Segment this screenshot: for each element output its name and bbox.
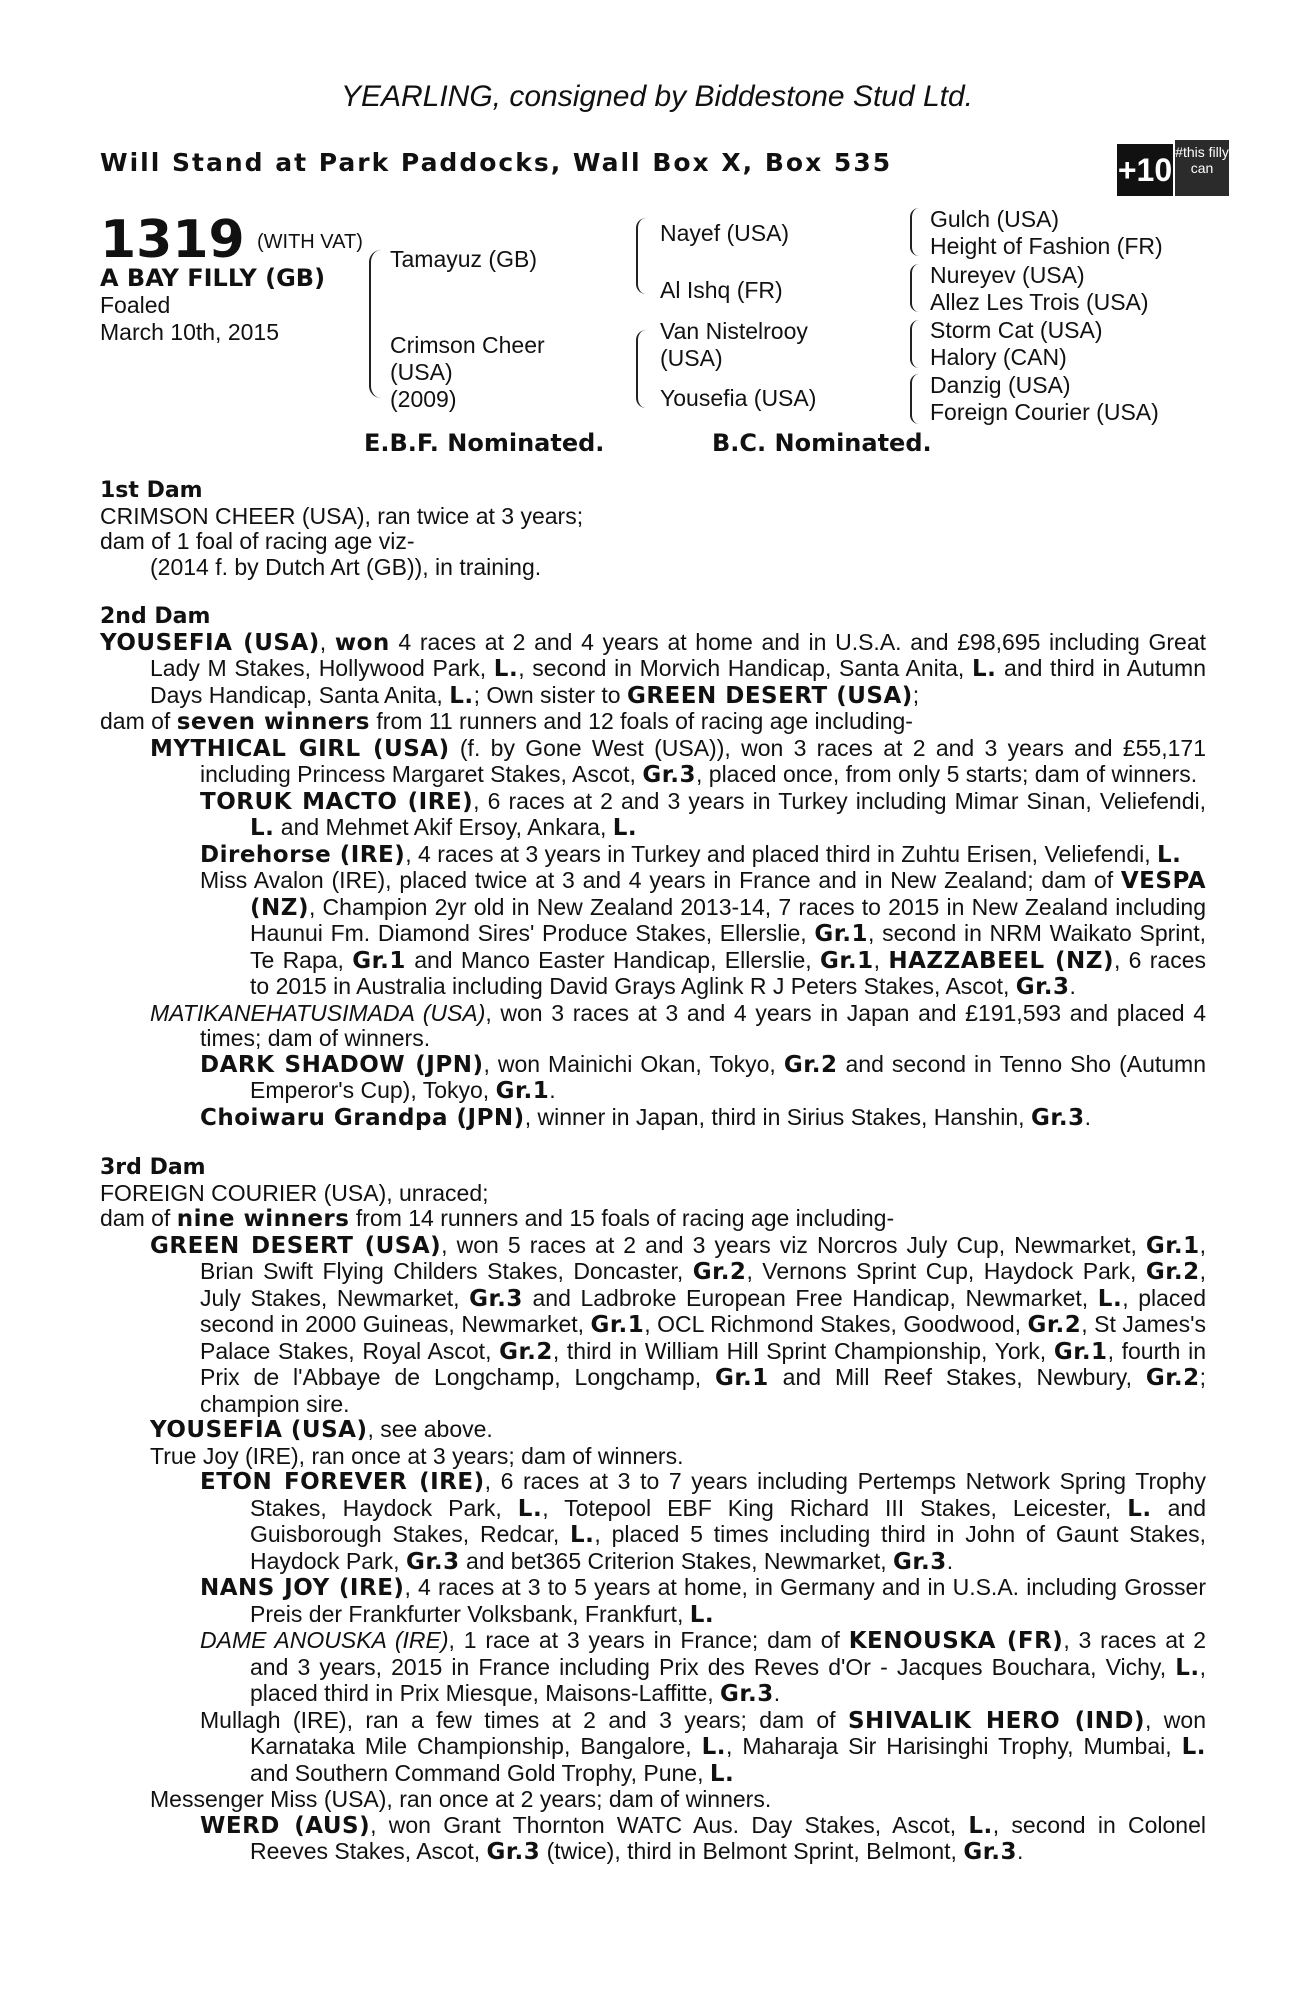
- ancestor: Storm Cat (USA): [930, 317, 1103, 343]
- vat-note: (WITH VAT): [257, 231, 363, 253]
- progeny-entry: NANS JOY (IRE), 4 races at 3 to 5 years at home, in Germany and in U.S.A. including Grosser Preis der Frankfurter Volksbank, Frankfurt, L.: [200, 1574, 1207, 1628]
- ancestor: Foreign Courier (USA): [930, 399, 1159, 425]
- dam-sire-country: (USA): [660, 345, 723, 371]
- lot-description: A BAY FILLY (GB): [100, 264, 326, 292]
- logo-text: #this filly can: [1175, 140, 1229, 196]
- ancestor: Halory (CAN): [930, 344, 1067, 370]
- first-dam-line: CRIMSON CHEER (USA), ran twice at 3 years;: [100, 502, 584, 529]
- ancestor: Nureyev (USA): [930, 262, 1085, 288]
- sire-dam: Al Ishq (FR): [660, 277, 783, 303]
- catalogue-body: [100, 478, 1206, 1866]
- grandsire-line-4: [930, 372, 1159, 426]
- second-dam-heading: 2nd Dam: [100, 604, 211, 629]
- grandsire-line-3: [930, 317, 1103, 371]
- foaled-info: [100, 292, 279, 346]
- dam-year: (2009): [390, 386, 457, 412]
- progeny-entry: True Joy (IRE), ran once at 3 years; dam of winners.: [150, 1442, 684, 1469]
- first-dam-line: (2014 f. by Dutch Art (GB)), in training.: [150, 553, 542, 580]
- dam-sire-name: Van Nistelrooy: [660, 318, 808, 344]
- dam-entry: YOUSEFIA (USA), won 4 races at 2 and 4 years at home and in U.S.A. and £98,695 including Great Lady M Stakes, Hollywood Park, L., second in Morvich Handicap, Santa Anita, L. and third in Autumn Days Handicap, Santa Anita, L.; Own sister to GREEN DESERT (USA);: [100, 628, 1207, 709]
- stand-location: Will Stand at Park Paddocks, Wall Box X, Box 535: [100, 148, 893, 177]
- progeny-entry: ETON FOREVER (IRE), 6 races at 3 to 7 years including Pertemps Network Spring Trophy Stakes, Haydock Park, L., Totepool EBF King Richard III Stakes, Leicester, L. and Guisborough Stakes, Redcar, L., placed 5 times including third in John of Gaunt Stakes, Haydock Park, Gr.3 and bet365 Criterion Stakes, Newmarket, Gr.3.: [200, 1468, 1207, 1575]
- progeny-entry: Miss Avalon (IRE), placed twice at 3 and 4 years in France and in New Zealand; dam of VESPA (NZ), Champion 2yr old in New Zealand 2013-14, 7 races to 2015 in New Zealand including Haunui Fm. Diamond Sires' Produce Stakes, Ellerslie, Gr.1, second in NRM Waikato Sprint, Te Rapa, Gr.1 and Manco Easter Handicap, Ellerslie, Gr.1, HAZZABEEL (NZ), 6 races to 2015 in Australia including David Grays Aglink R J Peters Stakes, Ascot, Gr.3.: [200, 867, 1206, 1000]
- grandsire-line-2: [930, 262, 1149, 316]
- ancestor: Gulch (USA): [930, 206, 1060, 232]
- progeny-entry: Direhorse (IRE), 4 races at 3 years in Turkey and placed third in Zuhtu Erisen, Veliefendi, L.: [200, 840, 1182, 868]
- dam-summary: dam of nine winners from 14 runners and 15 foals of racing age including-: [100, 1205, 895, 1232]
- ebf-nomination: E.B.F. Nominated.: [364, 429, 605, 457]
- dam-country: (USA): [390, 359, 453, 385]
- sire: Tamayuz (GB): [390, 246, 537, 272]
- progeny-entry: MATIKANEHATUSIMADA (USA), won 3 races at 3 and 4 years in Japan and £191,593 and placed 4 times; dam of winners.: [150, 999, 1206, 1051]
- page-title: YEARLING, consigned by Biddestone Stud Ltd.: [340, 80, 974, 113]
- pedigree-brace: [369, 250, 381, 398]
- dam-summary: dam of seven winners from 11 runners and 12 foals of racing age including-: [100, 708, 913, 735]
- progeny-entry: TORUK MACTO (IRE), 6 races at 2 and 3 years in Turkey including Mimar Sinan, Veliefendi, L. and Mehmet Akif Ersoy, Ankara, L.: [200, 787, 1206, 841]
- dam-entry: FOREIGN COURIER (USA), unraced;: [100, 1179, 489, 1206]
- first-dam-heading: 1st Dam: [100, 478, 203, 503]
- pedigree-brace: [910, 208, 919, 256]
- pedigree-brace: [910, 264, 919, 312]
- ancestor: Danzig (USA): [930, 372, 1071, 398]
- progeny-entry: Choiwaru Grandpa (JPN), winner in Japan, third in Sirius Stakes, Hanshin, Gr.3.: [200, 1103, 1092, 1131]
- dam-dam: Yousefia (USA): [660, 385, 817, 411]
- progeny-entry: DAME ANOUSKA (IRE), 1 race at 3 years in France; dam of KENOUSKA (FR), 3 races at 2 and 3 years, 2015 in France including Prix des Reves d'Or - Jacques Bouchara, Vichy, L., placed third in Prix Miesque, Maisons-Laffitte, Gr.3.: [200, 1627, 1207, 1707]
- progeny-entry: Mullagh (IRE), ran a few times at 2 and 3 years; dam of SHIVALIK HERO (IND), won Karnataka Mile Championship, Bangalore, L., Maharaja Sir Harisinghi Trophy, Mumbai, L. and Southern Command Gold Trophy, Pune, L.: [200, 1706, 1207, 1787]
- progeny-entry: YOUSEFIA (USA), see above.: [150, 1416, 493, 1443]
- dam: [390, 332, 545, 413]
- bc-nomination: B.C. Nominated.: [712, 429, 932, 457]
- sire-sire: Nayef (USA): [660, 220, 790, 246]
- first-dam-line: dam of 1 foal of racing age viz-: [100, 528, 415, 554]
- pedigree-brace: [636, 218, 646, 294]
- dam-name: Crimson Cheer: [390, 332, 545, 358]
- foaled-date: March 10th, 2015: [100, 319, 280, 345]
- pedigree-brace: [910, 320, 919, 368]
- grandsire-line-1: [930, 206, 1163, 260]
- this-filly-can-logo: [1117, 140, 1229, 196]
- pedigree-brace: [636, 330, 646, 408]
- dam-sire: [660, 318, 808, 372]
- lot-number: 1319: [100, 210, 245, 270]
- third-dam-heading: 3rd Dam: [100, 1155, 206, 1180]
- pedigree-brace: [910, 374, 919, 424]
- progeny-entry: DARK SHADOW (JPN), won Mainichi Okan, Tokyo, Gr.2 and second in Tenno Sho (Autumn Emperor's Cup), Tokyo, Gr.1.: [200, 1050, 1206, 1104]
- progeny-entry: WERD (AUS), won Grant Thornton WATC Aus. Day Stakes, Ascot, L., second in Colonel Reeves Stakes, Ascot, Gr.3 (twice), third in Belmont Sprint, Belmont, Gr.3.: [200, 1811, 1206, 1865]
- ancestor: Allez Les Trois (USA): [930, 289, 1149, 315]
- progeny-entry: GREEN DESERT (USA), won 5 races at 2 and 3 years viz Norcros July Cup, Newmarket, Gr.1, Brian Swift Flying Childers Stakes, Doncaster, Gr.2, Vernons Sprint Cup, Haydock Park, Gr.2, July Stakes, Newmarket, Gr.3 and Ladbroke European Free Handicap, Newmarket, L., placed second in 2000 Guineas, Newmarket, Gr.1, OCL Richmond Stakes, Goodwood, Gr.2, St James's Palace Stakes, Royal Ascot, Gr.2, third in William Hill Sprint Championship, York, Gr.1, fourth in Prix de l'Abbaye de Longchamp, Longchamp, Gr.1 and Mill Reef Stakes, Newbury, Gr.2; champion sire.: [150, 1231, 1206, 1417]
- ancestor: Height of Fashion (FR): [930, 233, 1163, 259]
- progeny-entry: Messenger Miss (USA), ran once at 2 years; dam of winners.: [150, 1786, 772, 1812]
- foaled-label: Foaled: [100, 292, 171, 318]
- progeny-entry: MYTHICAL GIRL (USA) (f. by Gone West (USA)), won 3 races at 2 and 3 years and £55,171 including Princess Margaret Stakes, Ascot, Gr.3, placed once, from only 5 starts; dam of winners.: [150, 734, 1206, 788]
- logo-plus-ten: +10: [1117, 144, 1173, 196]
